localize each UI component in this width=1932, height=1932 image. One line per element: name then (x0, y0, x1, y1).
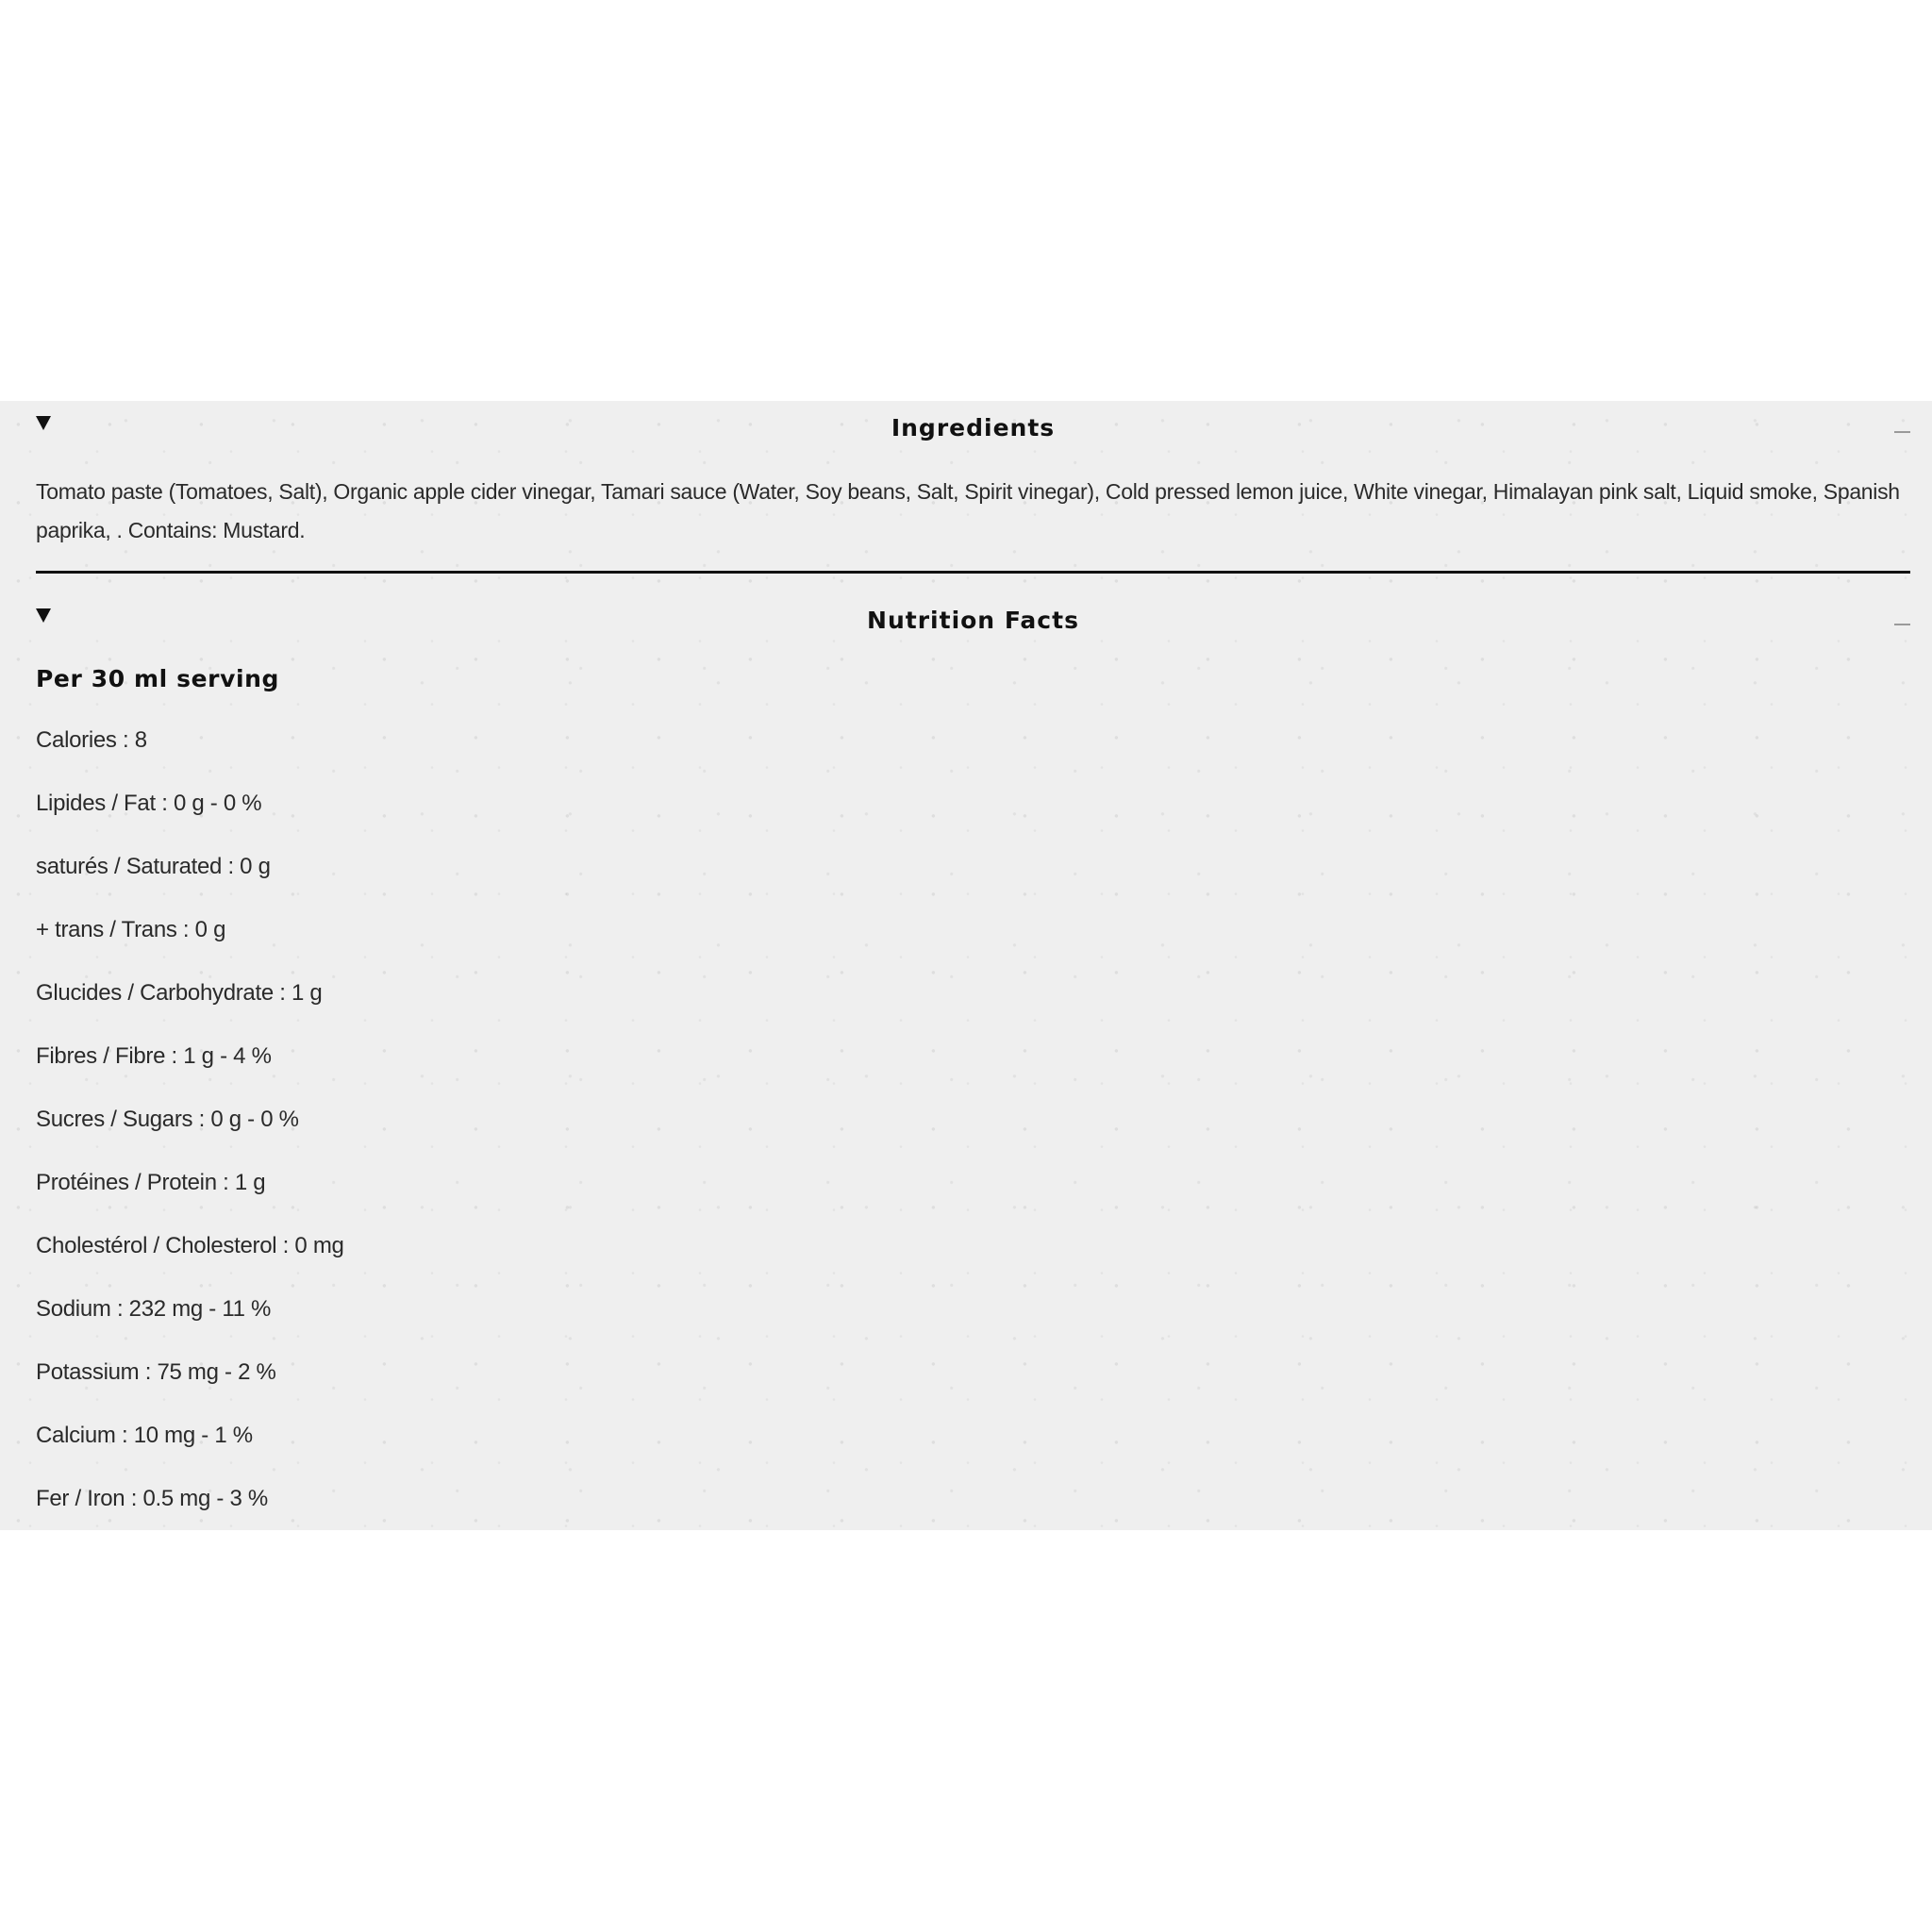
nutrition-title: Nutrition Facts (867, 607, 1079, 634)
fact-protein: Protéines / Protein : 1 g (36, 1170, 266, 1195)
fact-trans: + trans / Trans : 0 g (36, 917, 226, 942)
minus-icon[interactable] (1894, 624, 1910, 625)
fact-fibre: Fibres / Fibre : 1 g - 4 % (36, 1043, 272, 1069)
fact-cholesterol: Cholestérol / Cholesterol : 0 mg (36, 1233, 344, 1258)
ingredients-text: Tomato paste (Tomatoes, Salt), Organic apple cider vinegar, Tamari sauce (Water, Soy beans, Salt, Spirit vinegar), Cold pressed lemon juice, White vinegar, Himalayan pink salt, Liquid smoke, Spanish paprika, . Contains: Mustard. (36, 479, 1900, 542)
fact-calories: Calories : 8 (36, 727, 147, 753)
fact-sugars: Sucres / Sugars : 0 g - 0 % (36, 1107, 299, 1132)
fact-fat: Lipides / Fat : 0 g - 0 % (36, 791, 262, 816)
fact-saturated: saturés / Saturated : 0 g (36, 854, 271, 879)
section-divider (36, 571, 1910, 574)
serving-size: Per 30 ml serving (36, 665, 280, 692)
fact-carbohydrate: Glucides / Carbohydrate : 1 g (36, 980, 323, 1006)
product-details-panel (0, 401, 1932, 1530)
fact-calcium: Calcium : 10 mg - 1 % (36, 1423, 253, 1448)
ingredients-header[interactable] (36, 408, 1910, 450)
fact-sodium: Sodium : 232 mg - 11 % (36, 1296, 272, 1322)
ingredients-title: Ingredients (891, 414, 1056, 441)
fact-potassium: Potassium : 75 mg - 2 % (36, 1359, 276, 1385)
fact-iron: Fer / Iron : 0.5 mg - 3 % (36, 1486, 268, 1511)
minus-icon[interactable] (1894, 431, 1910, 433)
nutrition-header[interactable] (36, 601, 1910, 642)
nutrition-facts-list (36, 726, 344, 1530)
